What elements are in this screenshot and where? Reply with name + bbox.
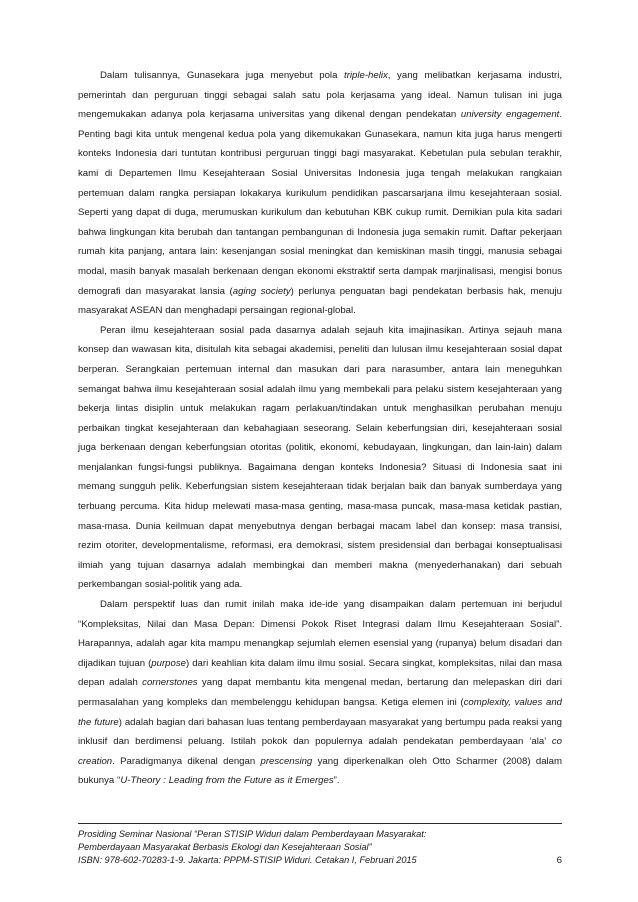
text-run: , yang melibatkan kerjasama industri, pemerintah dan perguruan tinggi sebagai salah satu pola kerjasama yang ideal. Namun tulisan ini juga mengemukakan adanya pola kerjasama universitas yang dikenal dengan pendekatan [78, 70, 562, 121]
text-run: ) dari keahlian kita dalam ilmu ilmu sosial. Secara singkat, kompleksitas, nilai dan masa depan adalah [78, 657, 562, 689]
footer-line-3-row [78, 854, 562, 867]
footer-rule [78, 823, 562, 824]
footer-line-3: ISBN: 978-602-70283-1-9. Jakarta: PPPM-STISIP Widuri. Cetakan I, Februari 2015 [78, 855, 417, 866]
text-run: . Paradigmanya dikenal dengan [112, 755, 261, 767]
italic-term: triple-helix [344, 70, 388, 81]
body-text [78, 66, 562, 791]
text-run: ”. [333, 775, 340, 787]
text-run: . Penting bagi kita untuk mengenal kedua pola yang dikemukakan Gunasekara, namun kita juga harus mengerti konteks Indonesia dari tuntutan kontribusi perguruan tinggi bagi masyarakat. Kebetulan pula sebulan terakhir, kami di Departemen Ilmu Kesejahteraan Sosial Universitas Indonesia juga tengah melakukan rangkaian pertemuan dalam rangka persiapan lokakarya kurikulum pendidikan pascarsarjana ilmu kesejahteraan sosial. Seperti yang dapat di duga, merumuskan kurikulum dan kebutuhan KBK cukup rumit. Demikian pula kita sadari bahwa lingkungan kita berubah dan tantangan pembangunan di Indonesia juga semakin rumit. Daftar pekerjaan rumah kita panjang, antara lain: kesenjangan sosial meningkat dan kemiskinan masih tinggi, manusia sebagai modal, masih banyak masalah berkenaan dengan ekonomi ekstraktif serta dampak marjinalisasi, mengisi bonus demografi dan masyarakat lansia ( [78, 109, 563, 297]
footer-line-2: Pemberdayaan Masyarakat Berbasis Ekologi dan Kesejahteraan Sosial” [78, 842, 372, 853]
text-run: ) perlunya penguatan bagi pendekatan berbasis hak, menuju masyarakat ASEAN dan menghadapi persaingan regional-global. [78, 285, 562, 317]
text-run: Dalam tulisannya, Gunasekara juga menyebut pola [100, 70, 345, 81]
italic-term: aging society [232, 285, 291, 297]
page-number: 6 [556, 855, 562, 867]
footer-line-1: Prosiding Seminar Nasional “Peran STISIP Widuri dalam Pemberdayaan Masyarakat: [78, 829, 427, 839]
text-run: yang dapat membantu kita mengenal medan, bertarung dan melepaskan diri dari permasalahan yang kompleks dan membelenggu kehidupan bangsa. Ketiga elemen ini ( [78, 677, 562, 708]
italic-term: cornerstones [142, 677, 198, 689]
text-run: ) adalah bagian dari bahasan luas tentang pemberdayaan masyarakat yang bertumpu pada reaksi yang inklusif dan berdimensi peluang. Istilah pokok dan populernya adalah pendekatan pemberdayaan ‘ala’ [78, 716, 562, 748]
text-run: Dalam perspektif luas dan rumit inilah maka ide-ide yang disampaikan dalam pertemuan ini berjudul “Kompleksitas, Nilai dan Masa Depan: Dimensi Pokok Riset Integrasi dalam Ilmu Kesejahteraan Sosial”. Harapannya, adalah agar kita mampu menangkap sejumlah elemen esensial yang (rupanya) belum disadari dan dijadikan tujuan ( [78, 599, 562, 669]
italic-term: co creation [78, 736, 562, 767]
italic-term: university engagement [460, 109, 560, 121]
italic-term: complexity, values and the future [78, 697, 562, 728]
footer [78, 828, 562, 868]
italic-term: prescensing [260, 755, 313, 767]
text-run: yang diperkenalkan oleh Otto Scharmer (2008) dalam bukunya “ [78, 755, 563, 787]
italic-term: U-Theory : Leading from the Future as it Emerges [120, 775, 334, 787]
paragraph-3 [78, 595, 562, 791]
paragraph-2 [78, 321, 562, 595]
paragraph-1 [78, 66, 562, 321]
italic-term: purpose [151, 657, 186, 669]
text-run: Peran ilmu kesejahteraan sosial pada dasarnya adalah sejauh kita imajinasikan. Artinya sejauh mana konsep dan wawasan kita, disitulah kita sebagai akademisi, peneliti dan lulusan ilmu kesejahteraan sosial dapat berperan. Serangkaian pertemuan internal dan masukan dari para narasumber, antara lain meneguhkan semangat bahwa ilmu kesejahteraan sosial adalah ilmu yang membekali para pelaku sistem kesejahteraan yang bekerja lintas disiplin untuk melakukan ragam perlakuan/tindakan untuk menghasilkan perubahan menuju perbaikan tingkat kesejahteraan dan kebahagiaan seseorang. Selain keberfungsian diri, kesejahteraan sosial juga berkenaan dengan keberfungsian otoritas (politik, ekonomi, kebudayaan, lingkungan, dan lain-lain) dalam menjalankan fungsi-fungsi publiknya. Bagaimana dengan konteks Indonesia? Situasi di Indonesia saat ini memang sungguh pelik. Keberfungsian sistem kesejahteraan tidak berjalan baik dan banyak sumberdaya yang terbuang percuma. Kita hidup melewati masa-masa genting, masa-masa puncak, masa-masa ketidak pastian, masa-masa. Dunia keilmuan dapat menyebutnya dengan berbagai macam label dan konsep: masa transisi, rezim otoriter, developmentalisme, reformasi, era demokrasi, sistem presidensial dan berbagai konseptualisasi ilmiah yang tujuan dasarnya adalah membingkai dan memberi makna (menyederhanakan) dari sebuah perkembangan sosial-politik yang ada. [78, 324, 562, 591]
